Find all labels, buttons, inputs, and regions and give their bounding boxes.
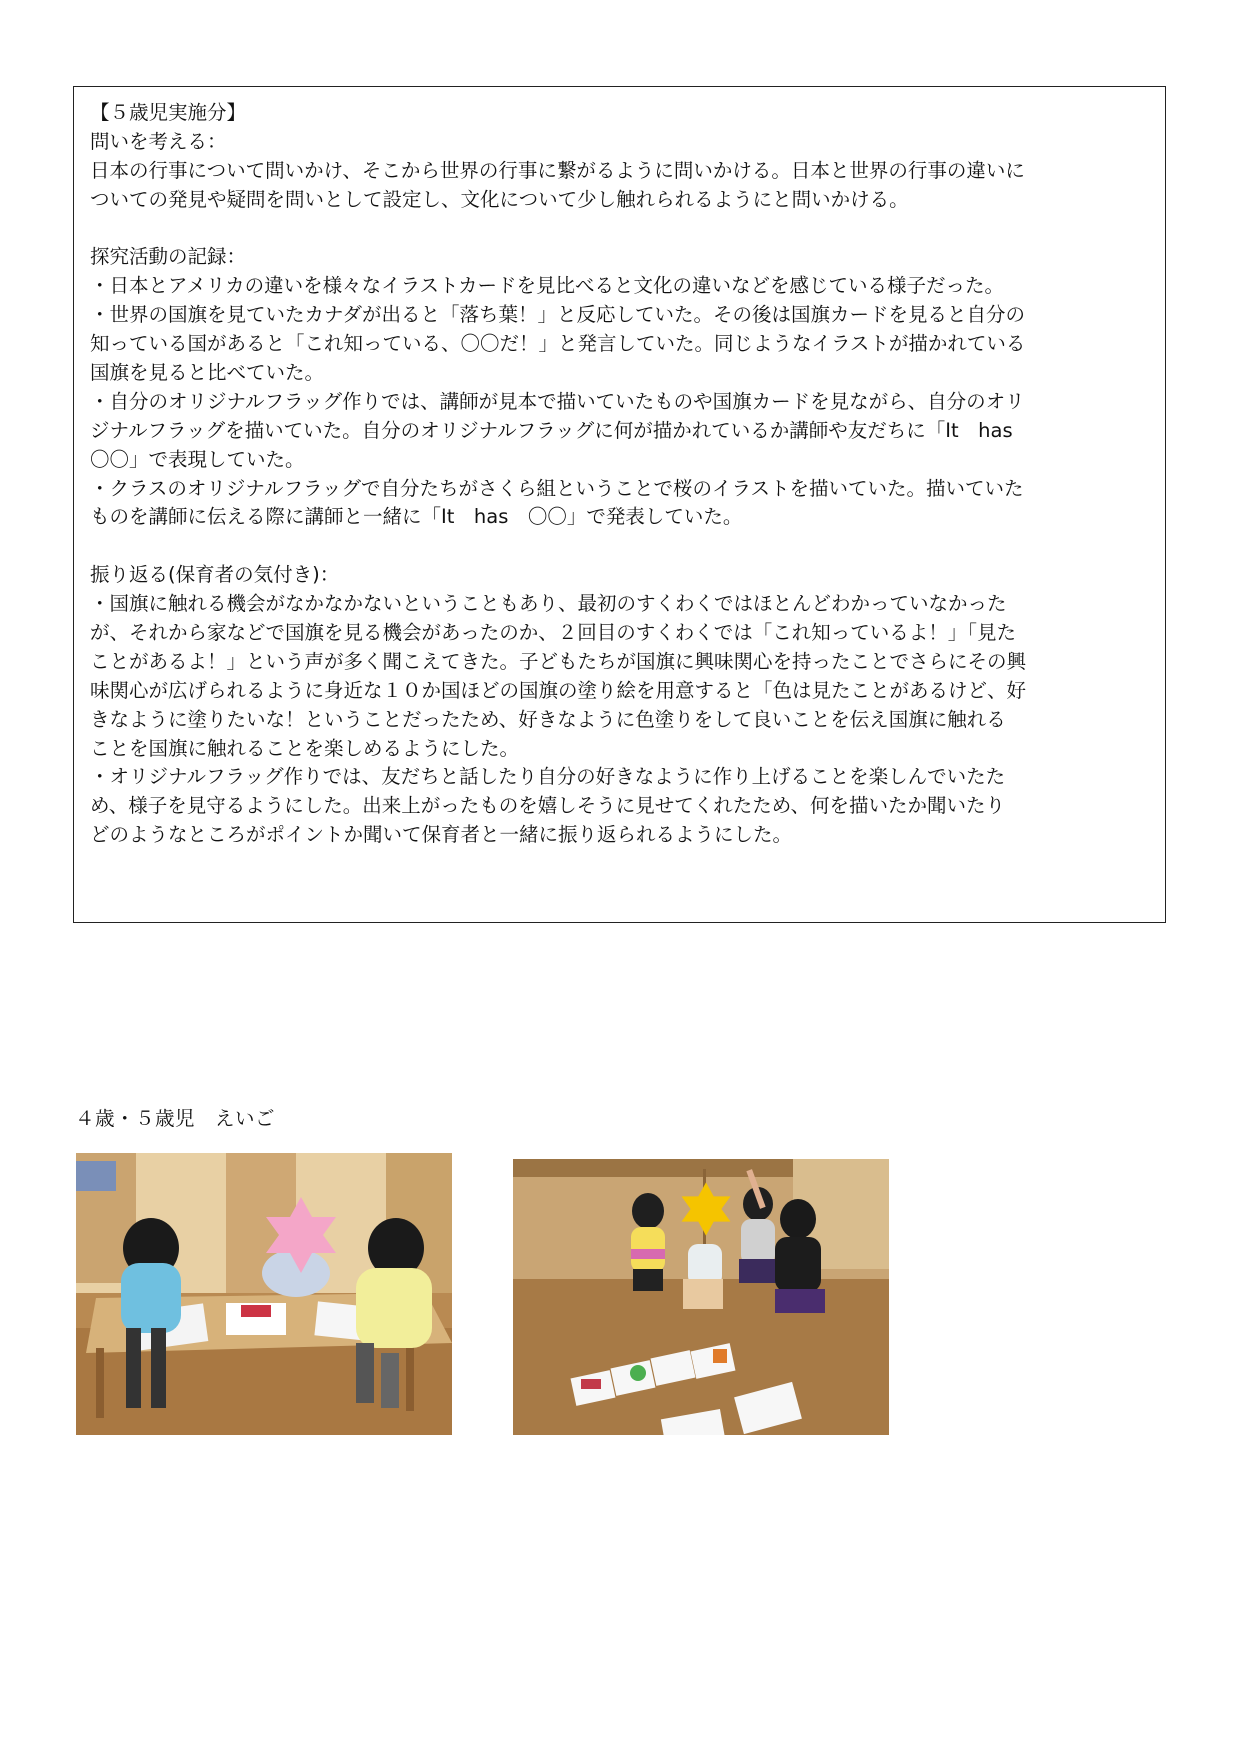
photo-caption: ４歳・５歳児 えいご: [75, 1107, 276, 1130]
report-line: が、それから家などで国旗を見る機会があったのか、２回目のすくわくでは「これ知っているよ！」「見た: [90, 621, 1017, 645]
report-line: 〇〇」で表現していた。: [90, 447, 305, 471]
report-line: ついての発見や疑問を問いとして設定し、文化について少し触れられるようにと問いかける。: [90, 187, 909, 211]
report-line: ものを講師に伝える際に講師と一緒に「It has 〇〇」で発表していた。: [90, 505, 743, 529]
report-line: ・オリジナルフラッグ作りでは、友だちと話したり自分の好きなように作り上げることを楽しんでいたた: [90, 765, 1006, 789]
report-line: [90, 532, 1154, 561]
report-line: 問いを考える：: [90, 129, 227, 153]
report-line: どのようなところがポイントか聞いて保育者と一緒に振り返られるようにした。: [90, 823, 793, 847]
report-line: 【５歳児実施分】: [90, 101, 247, 124]
face-mask-star-icon: [678, 1181, 734, 1237]
report-line: 日本の行事について問いかけ、そこから世界の行事に繋がるように問いかける。日本と世界の行事の違いに: [90, 158, 1025, 182]
report-line: ・日本とアメリカの違いを様々なイラストカードを見比べると文化の違いなどを感じている様子だった。: [90, 274, 1004, 298]
face-mask-star-icon: [261, 1195, 341, 1275]
report-line: ことを国旗に触れることを楽しめるようにした。: [90, 736, 520, 760]
report-line: 振り返る(保育者の気付き)：: [90, 563, 340, 587]
report-line: ・クラスのオリジナルフラッグで自分たちがさくら組ということで桜のイラストを描いていた。描いていた: [90, 476, 1024, 500]
photo-drawing-activity: [76, 1153, 452, 1435]
photo-flag-cards-activity: [513, 1159, 889, 1435]
report-line: 探究活動の記録：: [90, 245, 247, 269]
report-line: ・世界の国旗を見ていたカナダが出ると「落ち葉！」と反応していた。その後は国旗カードを見ると自分の: [90, 303, 1026, 327]
report-line: 味関心が広げられるように身近な１０か国ほどの国旗の塗り絵を用意すると「色は見たことがあるけど、好: [90, 678, 1027, 702]
report-line: ことがあるよ！」という声が多く聞こえてきた。子どもたちが国旗に興味関心を持ったことでさらにその興: [90, 649, 1027, 673]
report-line: ・国旗に触れる機会がなかなかないということもあり、最初のすくわくではほとんどわかっていなかった: [90, 592, 1007, 616]
report-line: [90, 215, 1154, 244]
report-line: 国旗を見ると比べていた。: [90, 361, 325, 385]
report-box: [73, 86, 1166, 923]
report-line: きなように塗りたいな！ということだったため、好きなように色塗りをして良いことを伝え国旗に触れる: [90, 707, 1006, 731]
report-text: [90, 99, 1154, 850]
report-line: 知っている国があると「これ知っている、〇〇だ！」と発言していた。同じようなイラストが描かれている: [90, 332, 1026, 356]
report-line: ジナルフラッグを描いていた。自分のオリジナルフラッグに何が描かれているか講師や友だちに「It has: [90, 418, 1013, 442]
report-line: め、様子を見守るようにした。出来上がったものを嬉しそうに見せてくれたため、何を描いたか聞いたり: [90, 794, 1005, 818]
report-line: ・自分のオリジナルフラッグ作りでは、講師が見本で描いていたものや国旗カードを見ながら、自分のオリ: [90, 389, 1025, 413]
